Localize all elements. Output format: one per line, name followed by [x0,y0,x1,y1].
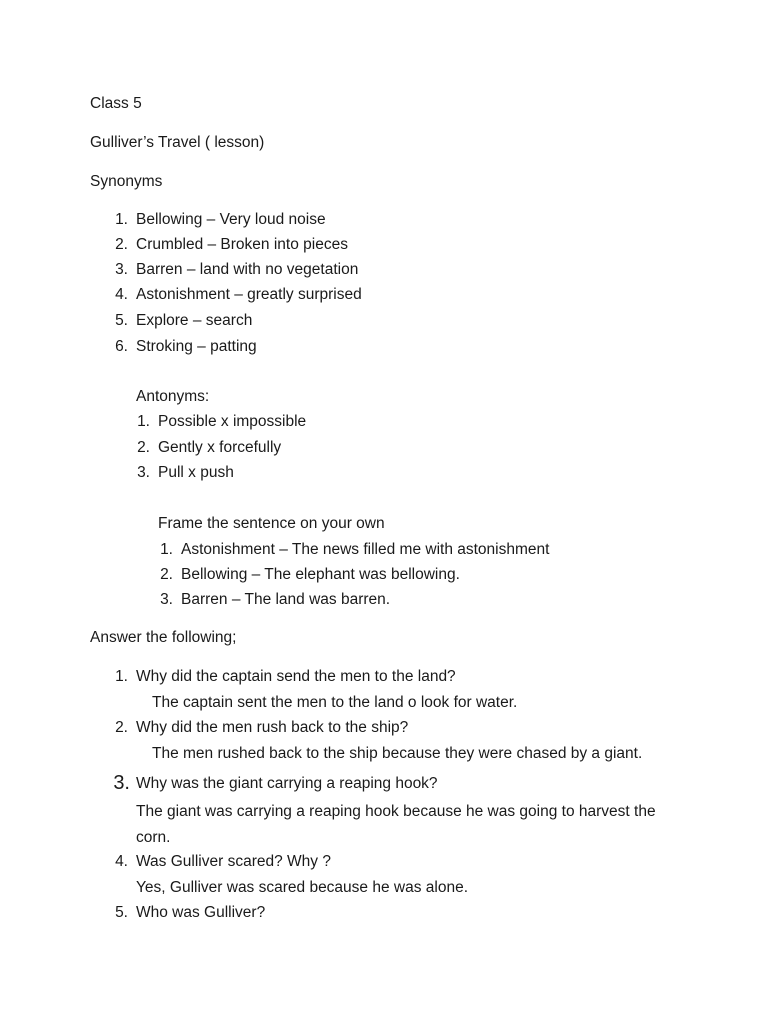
synonym-item: Stroking – patting [136,338,257,355]
question-text: Was Gulliver scared? Why ? [136,853,331,870]
antonym-item: Gently x forcefully [158,439,282,456]
question-number: 1. [115,668,128,685]
question-text: Why did the men rush back to the ship? [136,719,409,736]
answer-text: Yes, Gulliver was scared because he was alone. [136,879,469,896]
answer-text-continued: corn. [136,829,171,846]
synonym-item: Astonishment – greatly surprised [136,286,362,303]
synonym-number: 2. [115,236,128,253]
synonyms-heading: Synonyms [90,173,163,190]
lesson-title: Gulliver’s Travel ( lesson) [90,134,265,151]
synonym-item: Barren – land with no vegetation [136,261,359,278]
sentence-number: 2. [160,566,173,583]
class-label: Class 5 [90,95,142,112]
question-number: 3. [113,772,130,794]
antonym-number: 2. [137,439,150,456]
synonym-number: 3. [115,261,128,278]
question-number: 5. [115,904,128,921]
sentence-item: Astonishment – The news filled me with astonishment [181,541,550,558]
antonym-number: 1. [137,413,150,430]
synonym-number: 4. [115,286,128,303]
sentence-item: Bellowing – The elephant was bellowing. [181,566,460,583]
antonym-number: 3. [137,464,150,481]
synonym-number: 5. [115,312,128,329]
sentences-heading: Frame the sentence on your own [158,515,385,532]
antonym-item: Pull x push [158,464,234,481]
antonyms-heading: Antonyms: [136,388,210,405]
answer-text: The men rushed back to the ship because they were chased by a giant. [152,745,643,762]
synonym-item: Bellowing – Very loud noise [136,211,326,228]
synonym-number: 6. [115,338,128,355]
synonym-number: 1. [115,211,128,228]
synonym-item: Crumbled – Broken into pieces [136,236,348,253]
sentence-number: 1. [160,541,173,558]
answer-text: The captain sent the men to the land o look for water. [152,694,518,711]
question-text: Why was the giant carrying a reaping hook? [136,775,438,792]
sentence-item: Barren – The land was barren. [181,591,391,608]
question-number: 4. [115,853,128,870]
question-number: 2. [115,719,128,736]
questions-heading: Answer the following; [90,629,237,646]
synonym-item: Explore – search [136,312,253,329]
question-text: Why did the captain send the men to the land? [136,668,456,685]
antonym-item: Possible x impossible [158,413,307,430]
answer-text: The giant was carrying a reaping hook because he was going to harvest the [136,803,656,820]
question-text: Who was Gulliver? [136,904,266,921]
sentence-number: 3. [160,591,173,608]
